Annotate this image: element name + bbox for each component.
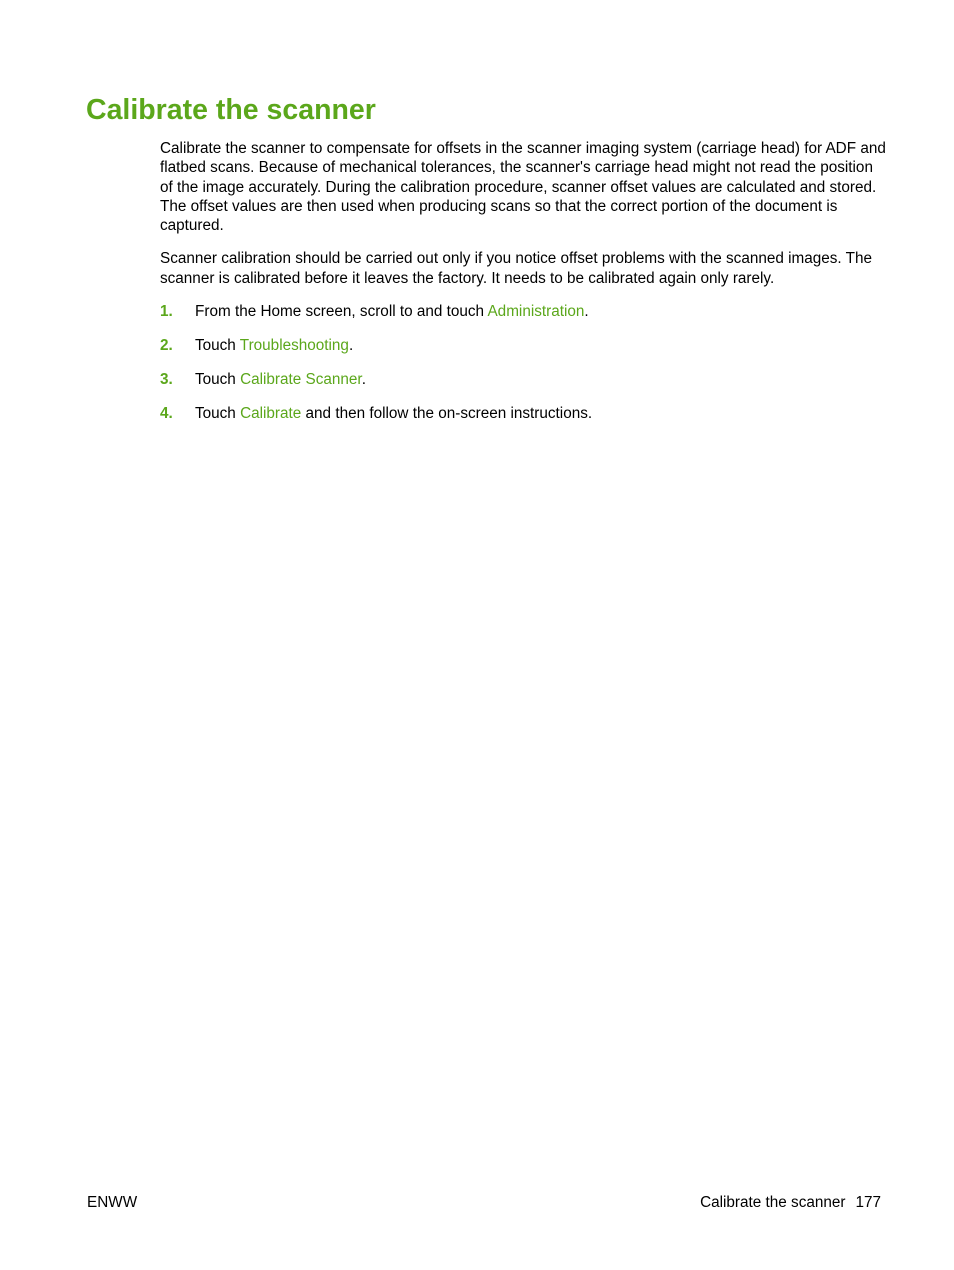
page-title: Calibrate the scanner <box>86 94 376 126</box>
step-text-end: . <box>348 336 354 354</box>
step-text: From the Home screen, scroll to and touch <box>195 303 488 321</box>
menu-ref-administration: Administration <box>487 303 585 321</box>
intro-paragraph: Calibrate the scanner to compensate for offsets in the scanner imaging system (carriage head) for ADF and flatbed scans. Because of mechanical tolerances, the scanner's carriage head might not read the position of the image accurately. During the calibration procedure, scanner offset values are calculated and stored. The offset values are then used when producing scans so that the correct portion of the document is captured. <box>160 140 886 235</box>
step-item <box>160 370 888 389</box>
step-text-end: and then follow the on-screen instructions. <box>301 404 593 422</box>
step-item <box>160 302 888 321</box>
note-paragraph: Scanner calibration should be carried out only if you notice offset problems with the scanned images. The scanner is calibrated before it leaves the factory. It needs to be calibrated again only rarely. <box>160 250 872 287</box>
step-text: Touch <box>195 336 240 354</box>
step-item <box>160 336 888 355</box>
main-content <box>160 139 888 438</box>
step-text-end: . <box>361 370 366 388</box>
step-text: Touch <box>195 370 241 388</box>
step-number: 4. <box>160 404 173 422</box>
menu-ref-calibrate-scanner: Calibrate Scanner <box>240 370 362 388</box>
footer-section <box>700 1193 881 1212</box>
menu-ref-calibrate: Calibrate <box>240 404 302 422</box>
step-item <box>160 404 888 423</box>
step-text: Touch <box>195 404 241 422</box>
steps-list <box>160 302 888 423</box>
step-number: 2. <box>160 336 173 354</box>
step-number: 1. <box>160 303 173 321</box>
step-number: 3. <box>160 370 173 388</box>
step-text-end: . <box>584 303 589 321</box>
menu-ref-troubleshooting: Troubleshooting <box>239 336 349 354</box>
footer-section-title: Calibrate the scanner <box>700 1194 846 1211</box>
page-number: 177 <box>855 1194 881 1211</box>
footer-locale: ENWW <box>87 1194 138 1211</box>
